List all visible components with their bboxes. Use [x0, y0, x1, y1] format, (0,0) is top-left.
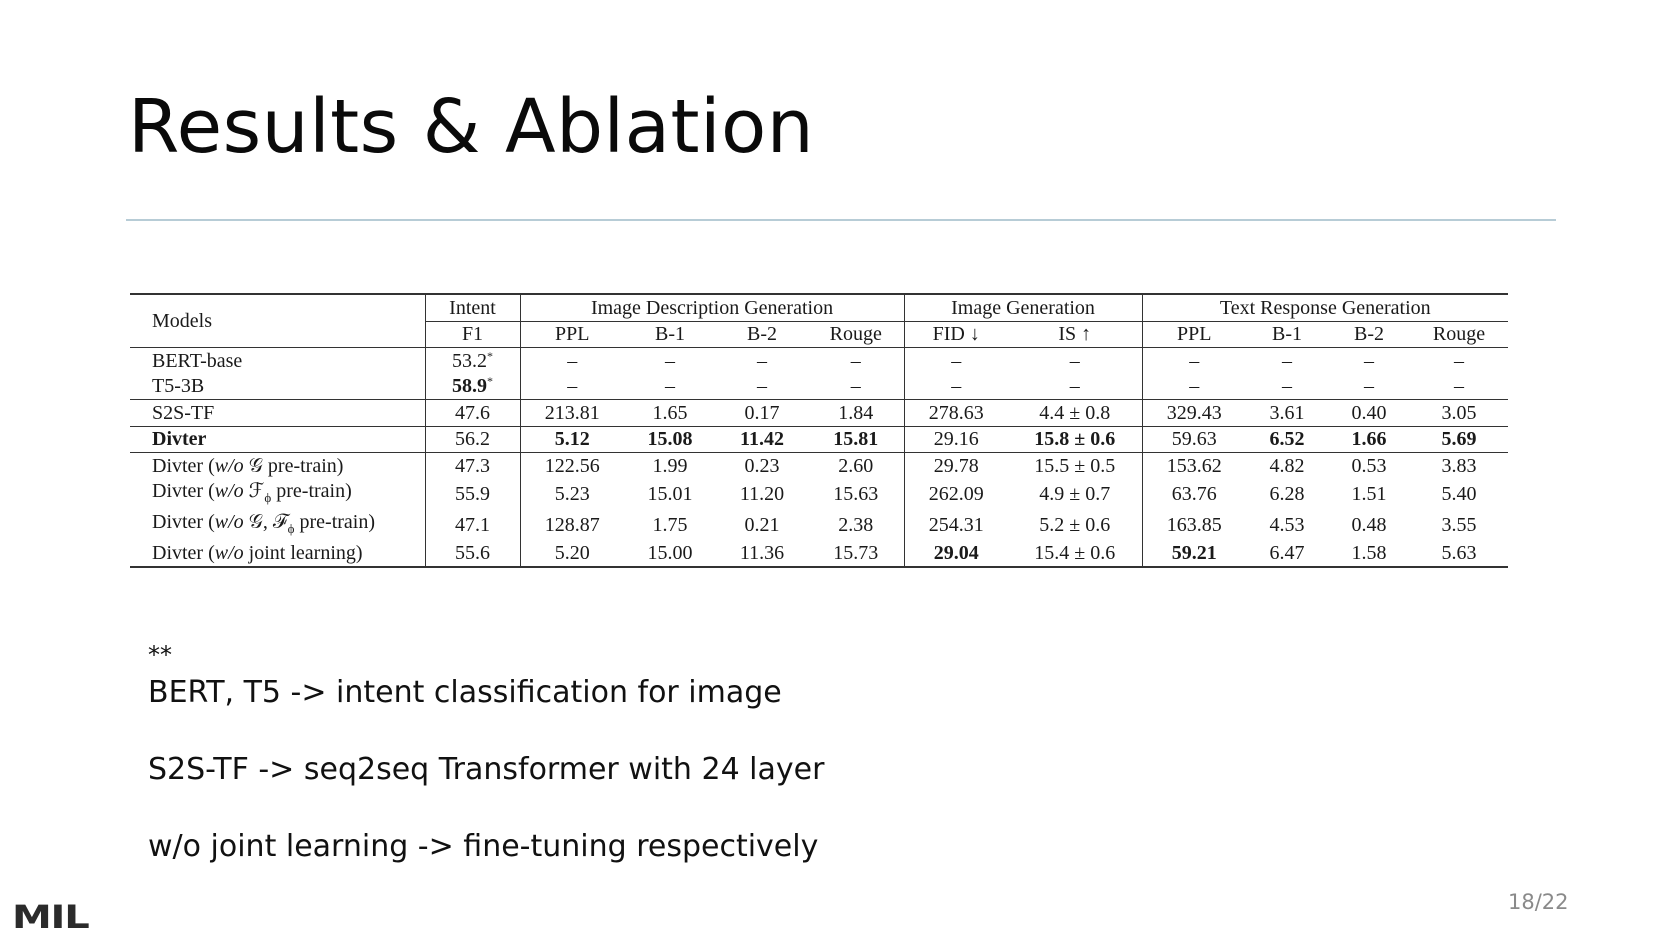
- model-name: S2S-TF: [130, 400, 425, 427]
- cell-idg-b2: –: [757, 375, 767, 398]
- f1-value: 58.9: [452, 375, 487, 398]
- cell-idg-ppl: 122.56: [520, 453, 624, 479]
- table-row-divter-wo-f: [130, 479, 1508, 510]
- cell-f1: [425, 374, 520, 400]
- header-trg-b2: B-2: [1354, 323, 1385, 346]
- cell-f1: 55.9: [425, 479, 520, 510]
- cell-trg-ppl: 59.21: [1142, 541, 1246, 568]
- header-models: Models: [130, 294, 425, 348]
- cell-trg-b2: 1.51: [1351, 483, 1387, 505]
- cell-trg-b2: 0.53: [1328, 453, 1410, 479]
- header-is: IS ↑: [1008, 321, 1142, 348]
- cell-f1: 47.3: [425, 453, 520, 479]
- header-trg-ppl: PPL: [1177, 323, 1212, 346]
- cell-f1: [425, 348, 520, 374]
- notes-marker: **: [148, 641, 172, 669]
- cell-f1: 56.2: [425, 426, 520, 453]
- cell-trg-b2: 1.66: [1328, 426, 1410, 453]
- header-idg-b2: B-2: [747, 323, 777, 346]
- cell-idg-rouge: –: [808, 348, 904, 374]
- cell-fid: 278.63: [904, 400, 1008, 427]
- cell-idg-b1: 15.00: [624, 541, 716, 568]
- cell-f1: 47.6: [425, 400, 520, 427]
- model-name: [130, 510, 425, 541]
- model-symbol: 𝒢: [243, 454, 263, 477]
- cell-trg-b2: –: [1328, 348, 1410, 374]
- cell-idg-rouge: 1.84: [808, 400, 904, 427]
- header-f1: F1: [425, 321, 520, 348]
- cell-trg-ppl: 63.76: [1171, 483, 1217, 505]
- cell-trg-b2: 0.48: [1351, 514, 1387, 536]
- cell-trg-b1: 4.82: [1246, 453, 1328, 479]
- f1-footnote-marker: *: [487, 374, 493, 389]
- table-row-divter: [130, 426, 1508, 453]
- cell-fid: 29.04: [904, 541, 1008, 568]
- cell-idg-ppl: 5.23: [554, 483, 590, 505]
- cell-idg-b2: 0.23: [716, 453, 808, 479]
- model-symbol: 𝒢, ℱ: [243, 510, 288, 533]
- cell-trg-rouge: 3.83: [1410, 453, 1508, 479]
- table-row-divter-wo-joint: [130, 541, 1508, 568]
- model-name: Divter: [130, 426, 425, 453]
- cell-fid: 29.78: [904, 453, 1008, 479]
- cell-is: 15.4 ± 0.6: [1008, 541, 1142, 568]
- model-wo: w/o: [214, 542, 244, 565]
- cell-trg-ppl: 153.62: [1142, 453, 1246, 479]
- cell-idg-ppl: 213.81: [520, 400, 624, 427]
- cell-idg-b2: –: [716, 348, 808, 374]
- cell-idg-ppl: –: [567, 375, 578, 398]
- table-row-t5-3b: [130, 374, 1508, 400]
- cell-f1: 47.1: [425, 510, 520, 541]
- cell-idg-b1: 15.01: [647, 483, 693, 505]
- cell-idg-b1: 15.08: [624, 426, 716, 453]
- cell-idg-b2: 11.42: [716, 426, 808, 453]
- cell-trg-b2: –: [1364, 375, 1375, 398]
- model-name: [130, 479, 425, 510]
- table-row-divter-wo-g: [130, 453, 1508, 479]
- model-name: [130, 453, 425, 479]
- model-name: T5-3B: [130, 374, 425, 400]
- cell-idg-b2: 11.36: [716, 541, 808, 568]
- cell-trg-b1: 6.47: [1246, 541, 1328, 568]
- cell-idg-rouge: 15.73: [808, 541, 904, 568]
- title-divider: [126, 219, 1556, 221]
- f1-value: 53.2: [452, 349, 487, 372]
- cell-trg-ppl: –: [1142, 348, 1246, 374]
- header-intent: Intent: [425, 294, 520, 321]
- header-idg-b1: B-1: [655, 323, 685, 346]
- cell-trg-ppl: 163.85: [1166, 514, 1222, 536]
- cell-idg-b1: –: [665, 375, 675, 398]
- cell-is: –: [1008, 348, 1142, 374]
- slide-title: Results & Ablation: [128, 84, 815, 170]
- cell-trg-ppl: 329.43: [1142, 400, 1246, 427]
- cell-idg-rouge: 15.63: [808, 479, 904, 510]
- cell-idg-b1: 1.75: [652, 514, 688, 536]
- cell-idg-b2: 0.21: [744, 514, 780, 536]
- model-name: BERT-base: [130, 348, 425, 374]
- model-prefix: Divter (: [152, 454, 215, 477]
- cell-fid: 262.09: [928, 483, 984, 505]
- cell-fid: 254.31: [928, 514, 984, 536]
- cell-fid: 29.16: [904, 426, 1008, 453]
- table-header-row-groups: [130, 294, 1508, 321]
- model-wo: w/o: [214, 479, 244, 502]
- model-subscript: ϕ: [264, 489, 272, 505]
- model-prefix: Divter (: [152, 479, 215, 502]
- model-suffix: pre-train): [262, 454, 344, 477]
- cell-trg-b1: 3.61: [1246, 400, 1328, 427]
- cell-trg-ppl: –: [1189, 375, 1200, 398]
- table-row-s2s-tf: [130, 400, 1508, 427]
- model-wo: w/o: [214, 510, 244, 533]
- header-trg-b1: B-1: [1272, 323, 1303, 346]
- cell-trg-rouge: 3.05: [1410, 400, 1508, 427]
- results-table: [130, 293, 1508, 568]
- cell-trg-b2: 1.58: [1328, 541, 1410, 568]
- cell-trg-b1: 6.52: [1246, 426, 1328, 453]
- cell-idg-ppl: 5.20: [520, 541, 624, 568]
- cell-is: –: [1008, 374, 1142, 400]
- table-row-bert-base: [130, 348, 1508, 374]
- cell-idg-rouge: 15.81: [808, 426, 904, 453]
- cell-trg-ppl: 59.63: [1142, 426, 1246, 453]
- notes-block: [148, 640, 824, 905]
- cell-trg-rouge: –: [1454, 375, 1465, 398]
- model-prefix: Divter (: [152, 542, 215, 565]
- model-prefix: Divter (: [152, 510, 215, 533]
- cell-idg-b1: 1.65: [624, 400, 716, 427]
- model-name: [130, 541, 425, 568]
- cell-trg-b1: 6.28: [1269, 483, 1305, 505]
- model-suffix: joint learning): [243, 542, 363, 565]
- header-image-generation: Image Generation: [904, 294, 1142, 321]
- header-fid: FID ↓: [932, 323, 980, 346]
- header-trg-rouge: Rouge: [1432, 323, 1486, 346]
- cell-idg-ppl: 128.87: [544, 514, 600, 536]
- cell-trg-b1: –: [1246, 348, 1328, 374]
- cell-f1: 55.6: [425, 541, 520, 568]
- cell-trg-rouge: 5.63: [1410, 541, 1508, 568]
- cell-trg-b1: –: [1282, 375, 1293, 398]
- model-subscript: ϕ: [287, 520, 295, 536]
- cell-is: 4.4 ± 0.8: [1008, 400, 1142, 427]
- cell-idg-ppl: 5.12: [520, 426, 624, 453]
- cell-trg-rouge: 5.69: [1410, 426, 1508, 453]
- cell-is: 5.2 ± 0.6: [1008, 510, 1142, 541]
- f1-footnote-marker: *: [487, 348, 493, 363]
- cell-idg-rouge: 2.38: [808, 510, 904, 541]
- cell-trg-rouge: 3.55: [1441, 514, 1477, 536]
- note-line-1: BERT, T5 -> intent classification for image: [148, 675, 782, 710]
- model-wo: w/o: [214, 454, 244, 477]
- cell-trg-rouge: 5.40: [1441, 483, 1477, 505]
- cell-idg-b2: 11.20: [739, 483, 785, 505]
- cell-idg-b2: 0.17: [716, 400, 808, 427]
- cell-trg-rouge: –: [1410, 348, 1508, 374]
- cell-fid: –: [951, 375, 962, 398]
- cell-idg-b1: –: [624, 348, 716, 374]
- header-idg-ppl: PPL: [555, 323, 590, 346]
- header-text-response: Text Response Generation: [1142, 294, 1508, 321]
- cell-trg-b1: 4.53: [1269, 514, 1305, 536]
- cell-fid: –: [904, 348, 1008, 374]
- cell-idg-b1: 1.99: [624, 453, 716, 479]
- table-row-divter-wo-g-f: [130, 510, 1508, 541]
- header-image-description: Image Description Generation: [520, 294, 904, 321]
- note-line-3: w/o joint learning -> fine-tuning respectively: [148, 829, 819, 864]
- cell-trg-b2: 0.40: [1328, 400, 1410, 427]
- cell-is: 15.5 ± 0.5: [1008, 453, 1142, 479]
- note-line-2: S2S-TF -> seq2seq Transformer with 24 layer: [148, 752, 825, 787]
- model-suffix: pre-train): [294, 510, 376, 533]
- cell-idg-rouge: 2.60: [808, 453, 904, 479]
- page-number: 18/22: [1508, 890, 1569, 914]
- cell-idg-ppl: –: [520, 348, 624, 374]
- cell-is: 4.9 ± 0.7: [1008, 479, 1142, 510]
- model-suffix: pre-train): [271, 479, 352, 502]
- cell-is: 15.8 ± 0.6: [1008, 426, 1142, 453]
- cell-idg-rouge: –: [808, 374, 904, 400]
- mil-logo: MIL: [12, 898, 89, 936]
- model-symbol: ℱ: [243, 479, 265, 502]
- header-idg-rouge: Rouge: [808, 321, 904, 348]
